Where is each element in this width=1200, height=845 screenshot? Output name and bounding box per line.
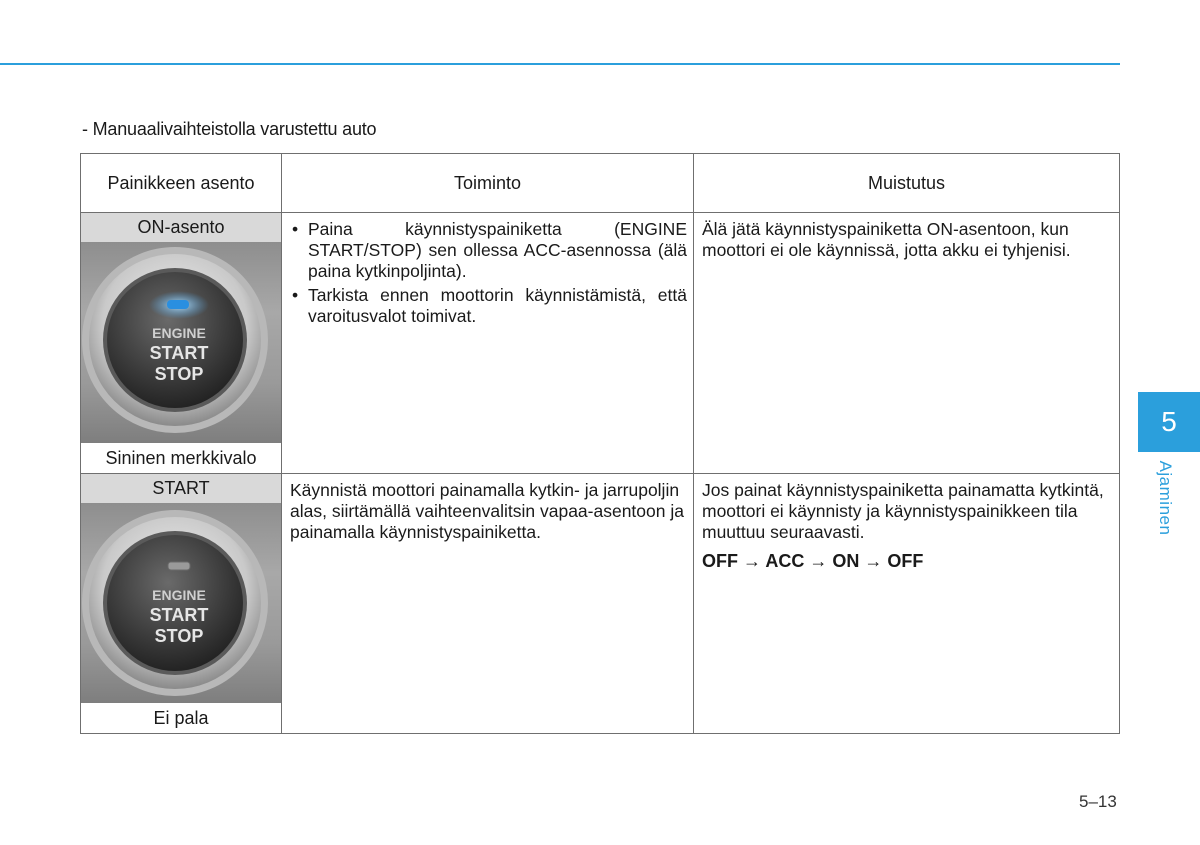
svg-text:START: START (149, 605, 209, 625)
engine-button-icon (81, 503, 282, 703)
page-number: 5–13 (1079, 792, 1117, 811)
indicator-light (167, 300, 189, 309)
table-row (81, 213, 1120, 474)
top-rule (0, 63, 1120, 65)
header-note: Muistutus (694, 154, 1120, 213)
function-cell-start (282, 474, 694, 734)
function-bullet: • Paina käynnistyspainiketta (ENGINE START/STOP) sen ollessa ACC-asennossa (älä paina kytkinpoljinta). (290, 219, 687, 282)
engine-start-stop-button-image-start (81, 503, 281, 703)
chapter-tab-text: Ajaminen (1156, 460, 1175, 536)
header-function: Toiminto (282, 154, 694, 213)
chapter-tab-label (1153, 458, 1177, 538)
section-heading: - Manuaalivaihteistolla varustettu auto (82, 119, 377, 139)
note-cell-on (694, 213, 1120, 474)
chapter-tab-number: 5 (1138, 392, 1200, 452)
position-cell-on (81, 213, 282, 474)
svg-text:START: START (149, 343, 209, 363)
note-text: Älä jätä käynnistyspainiketta ON-asentoon, kun moottori ei ole käynnissä, jotta akku ei tyhjenisi. (702, 219, 1071, 260)
position-cell-start (81, 474, 282, 734)
table-header-row (81, 154, 1120, 213)
note-cell-start (694, 474, 1120, 734)
function-text: Käynnistä moottori painamalla kytkin- ja jarrupoljin alas, siirtämällä vaihteenvalitsin vapaa-asentoon ja painamalla käynnistyspainiketta. (290, 480, 684, 542)
svg-text:STOP: STOP (154, 364, 204, 384)
engine-start-stop-button-image-on (81, 242, 281, 443)
position-title-on: ON-asento (81, 213, 281, 242)
position-caption-start: Ei pala (153, 708, 209, 728)
table-row (81, 474, 1120, 734)
header-position: Painikkeen asento (81, 154, 282, 213)
function-cell-on (282, 213, 694, 474)
engine-button-icon (81, 242, 282, 443)
svg-text:ENGINE: ENGINE (152, 587, 206, 603)
indicator-light (168, 562, 190, 570)
svg-text:STOP: STOP (154, 626, 204, 646)
position-title-start: START (81, 474, 281, 503)
note-text: Jos painat käynnistyspainiketta painamatta kytkintä, moottori ei käynnisty ja käynnistyspainikkeen tila muuttuu seuraavasti. (702, 480, 1104, 542)
svg-text:ENGINE: ENGINE (152, 325, 206, 341)
position-caption-on: Sininen merkkivalo (105, 448, 257, 468)
ignition-table (80, 153, 1120, 734)
state-sequence: OFF → ACC → ON → OFF (702, 551, 924, 571)
function-bullet: • Tarkista ennen moottorin käynnistämistä, että varoitusvalot toimivat. (290, 285, 687, 327)
